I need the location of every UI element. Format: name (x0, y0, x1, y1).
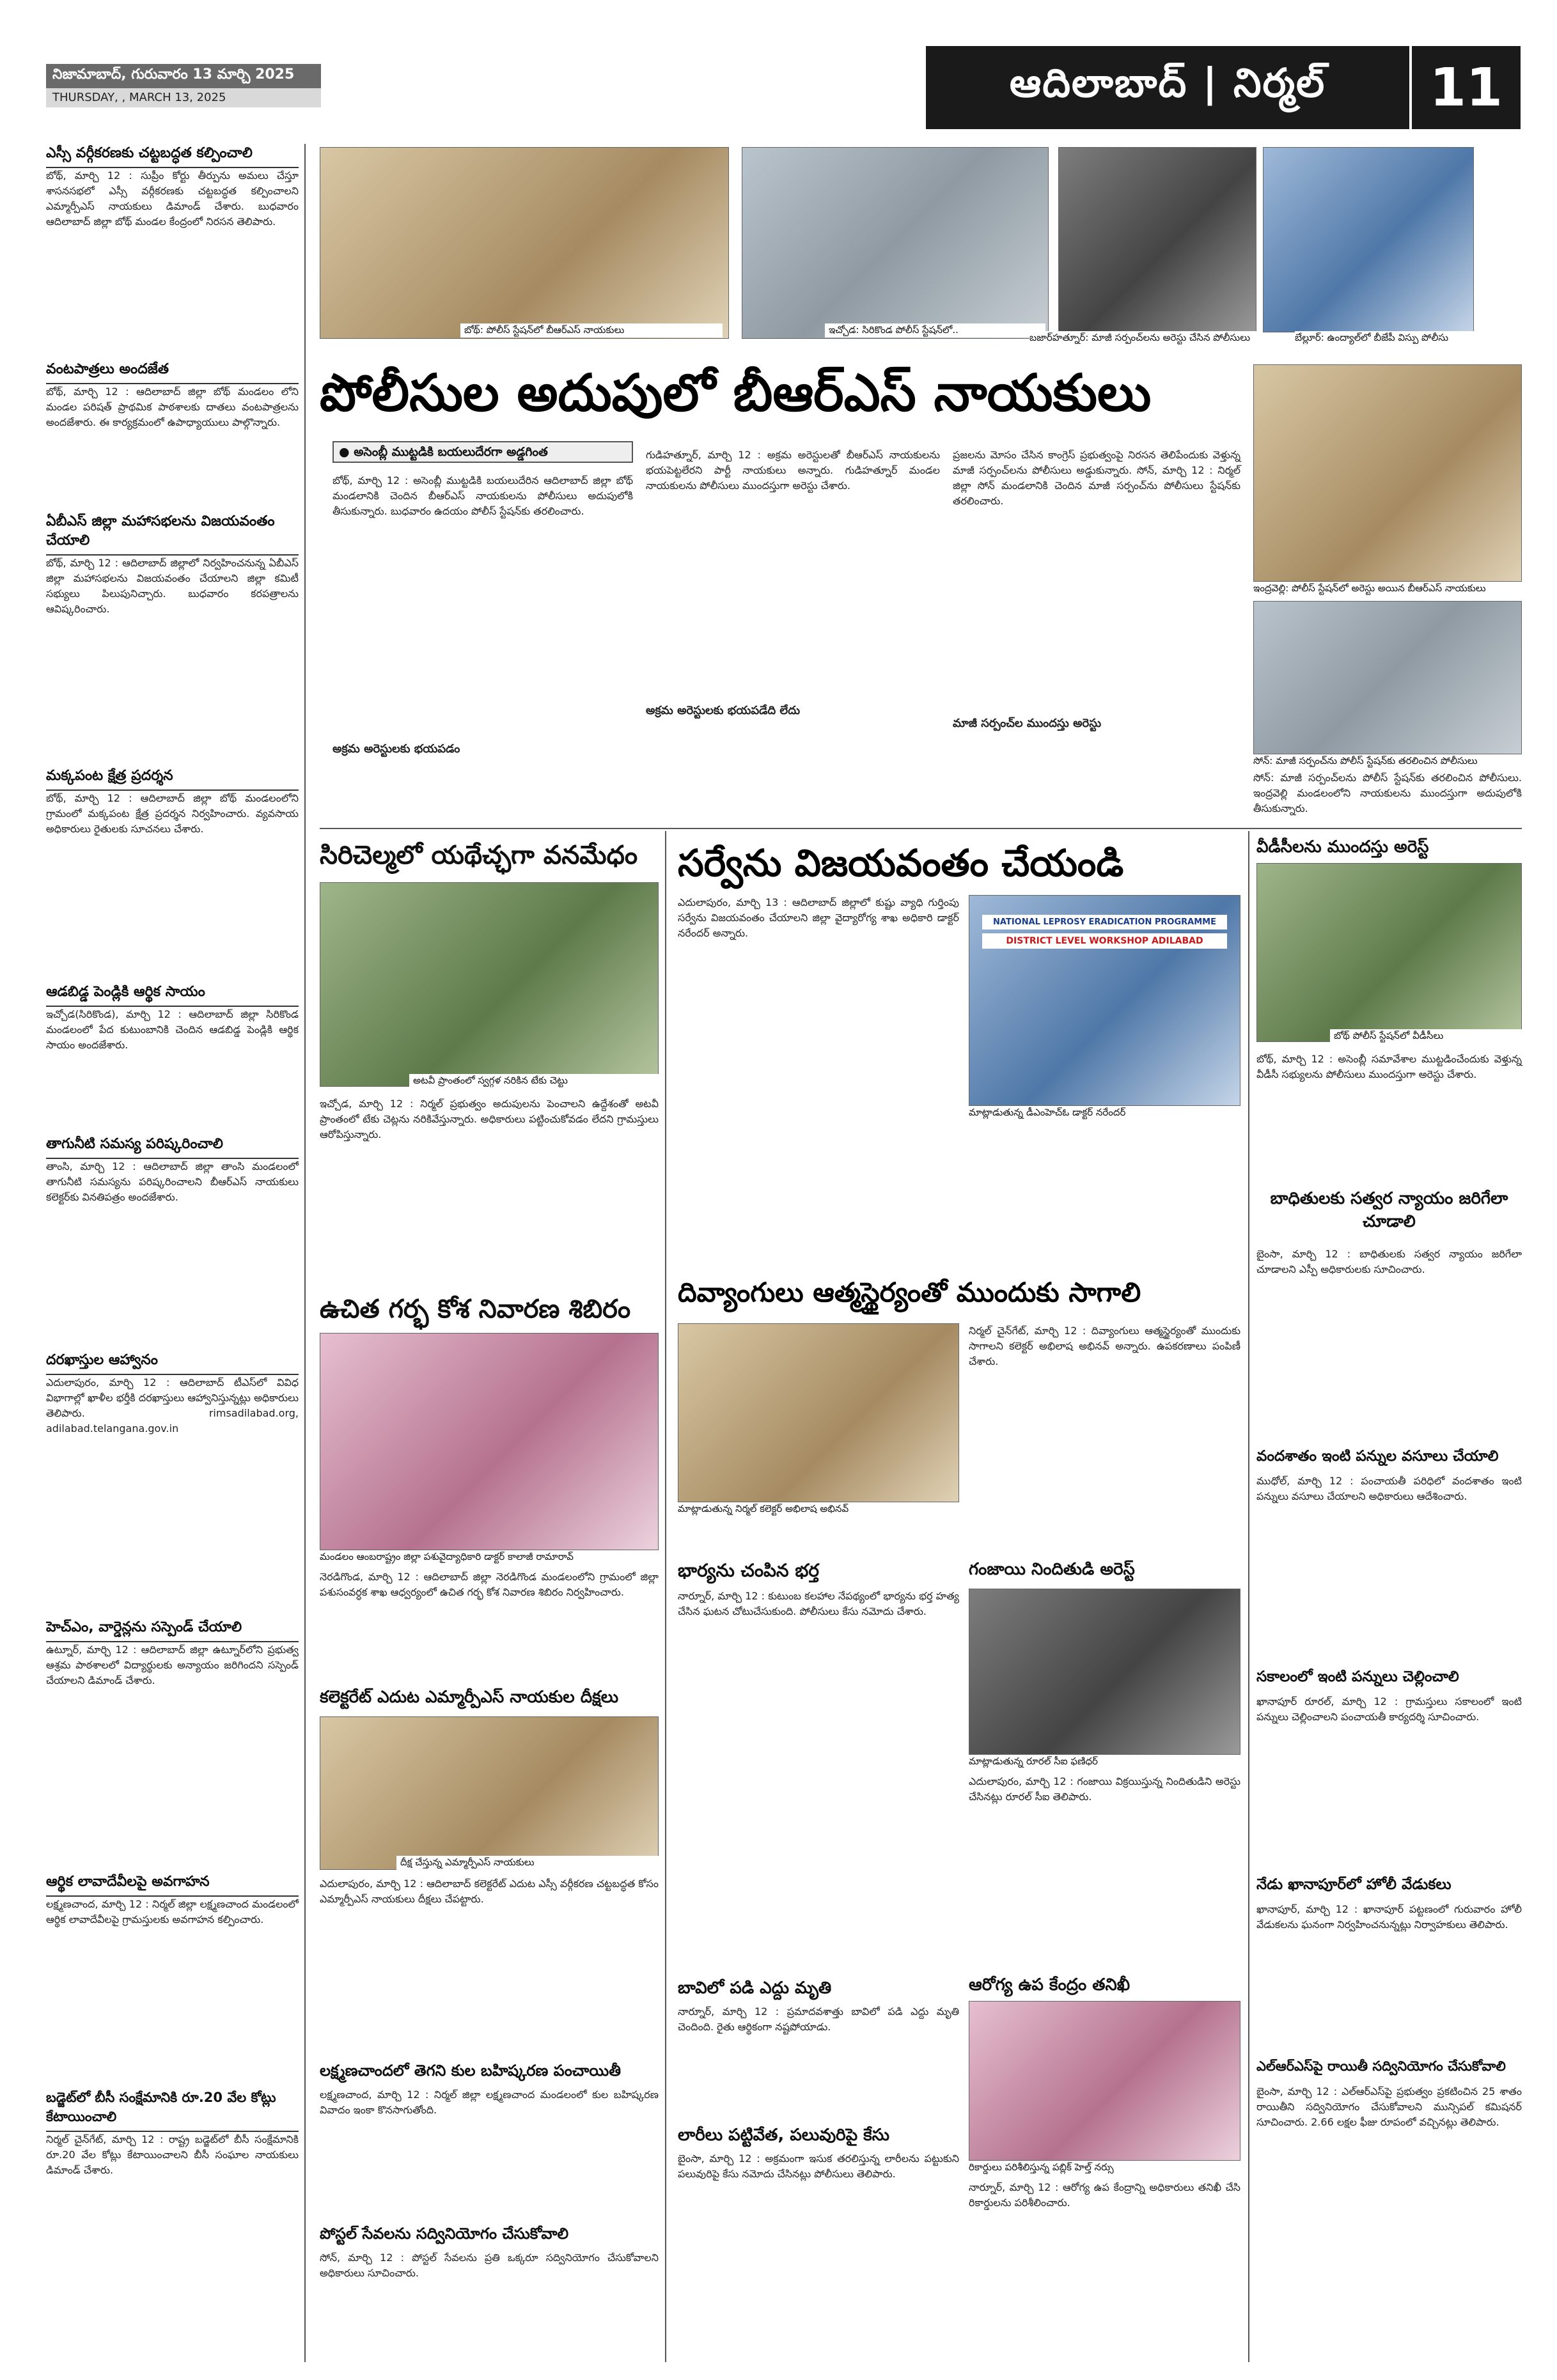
left-story-10-headline: బడ్జెట్‌లో బీసీ సంక్షేమానికి రూ.20 వేల కోట్లు కేటాయించాలి (46, 2088, 299, 2132)
left-story-7-headline: దరఖాస్తుల ఆహ్వానం (46, 1351, 299, 1375)
left-story-8-headline: హెచ్ఎం, వార్డెన్లను సస్పెండ్ చేయాలి (46, 1618, 299, 1642)
camp-headline: ఉచిత గర్భ కోశ నివారణ శిబిరం (320, 1295, 631, 1324)
left-column (46, 144, 299, 2362)
survey-body-2 (969, 1125, 1240, 1266)
photo-indravelli (1253, 364, 1522, 582)
left-story-1-body: బోథ్, మార్చి 12 : సుప్రీం కోర్టు తీర్పును అమలు చేస్తూ శాసనసభలో ఎస్సీ వర్గీకరణకు చట్టబద్ధత కల్పించాలని ఎమ్మార్పీఎస్ నాయకులు డిమాండ్ చేశారు. బుధవారం ఆదిలాబాద్ జిల్లా బోథ్ మండల కేంద్రంలో నిరసన తెలిపారు. (46, 169, 299, 228)
lead-body-col1 (333, 473, 633, 805)
survey-body: ఎదులాపురం, మార్చి 13 : ఆదిలాబాద్ జిల్లాలో కుష్టు వ్యాధి గుర్తింపు సర్వేను విజయవంతం చేయాలని జిల్లా వైద్యారోగ్య శాఖ అధికారి డాక్టర్ నరేందర్ అన్నారు. (678, 896, 959, 939)
caption-indravelli: ఇంద్రవెల్లి: పోలీస్ స్టేషన్‌లో అరెస్టు అయిన బీఆర్ఎస్ నాయకులు (1253, 582, 1522, 596)
vdc-body: బోథ్, మార్చి 12 : అసెంబ్లీ సమావేశాల ముట్టడించేందుకు వెళ్తున్న వీడీసీ సభ్యులను పోలీసులు ముందస్తుగా అరెస్టు చేశారు. (1256, 1053, 1522, 1080)
lead-body-col2 (646, 447, 940, 805)
lead-subhead-3: మాజీ సర్పంచ్‌ల ముందస్తు అరెస్టు (953, 717, 1102, 730)
holi-body: ఖానాపూర్, మార్చి 12 : ఖానాపూర్ పట్టణంలో గురువారం హోలీ వేడుకలను ఘనంగా నిర్వహించనున్నట్లు నిర్వాహకులు తెలిపారు. (1256, 1903, 1522, 1931)
photo-deeksha (320, 1716, 659, 1870)
panchayat-body: లక్ష్మణచాంద, మార్చి 12 : నిర్మల్ జిల్లా లక్ష్మణచాంద మండలంలో కుల బహిష్కరణ వివాదం ఇంకా కొనసాగుతోంది. (320, 2088, 659, 2116)
tax-headline: వందశాతం ఇంటి పన్నుల వసూలు చేయాలి (1256, 1448, 1499, 1465)
left-story-7-body: ఎదులాపురం, మార్చి 12 : ఆదిలాబాద్ టీఎస్‌లో వివిధ విభాగాల్లో ఖాళీల భర్తీకి దరఖాస్తులు ఆహ్వానిస్తున్నట్లు అధికారులు తెలిపారు. rimsadilabad.org, adilabad.telangana.gov.in (46, 1376, 299, 1435)
caption-sone: సోన్: మాజీ సర్పంచ్‌ను పోలీస్ స్టేషన్‌కు తరలించిన పోలీసులు (1253, 754, 1522, 768)
deeksha-body: ఎదులాపురం, మార్చి 12 : ఆదిలాబాద్ కలెక్టరేట్ ఎదుట ఎస్సీ వర్గీకరణ చట్టబద్ధత కోసం ఎమ్మార్పీఎస్ నాయకులు దీక్షలు చేపట్టారు. (320, 1878, 659, 1905)
photo-camp (320, 1333, 659, 1550)
photo-forest (320, 882, 659, 1087)
ganja-body: ఎదులాపురం, మార్చి 12 : గంజాయి విక్రయిస్తున్న నిందితుడిని అరెస్టు చేసినట్లు రూరల్ సీఐ తెలిపారు. (969, 1775, 1240, 1803)
lead-body-col3 (953, 447, 1240, 805)
caption-vdc: బోథ్ పోలీస్ స్టేషన్‌లో వీడీసీలు (1330, 1029, 1522, 1043)
lead-body-3: ప్రజలను మోసం చేసిన కాంగ్రెస్ ప్రభుత్వంపై నిరసన తెలిపేందుకు వెళ్తున్న మాజీ సర్పంచ్‌లను పోలీసులు అడ్డుకున్నారు. సోన్, మార్చి 12 : నిర్మల్ జిల్లా సోన్ మండలానికి చెందిన మాజీ సర్పంచ్‌ను పోలీసులు స్టేషన్‌కు తరలించారు. (953, 449, 1240, 507)
section-rule (320, 828, 1522, 829)
caption-bazarhathnoor: బజార్‌హత్నూర్: మాజీ సర్పంచ్‌లను అరెస్టు చేసిన పోలీసులు (1029, 331, 1292, 345)
postal-body: సోన్, మార్చి 12 : పోస్టల్ సేవలను ప్రతి ఒక్కరూ సద్వినియోగం చేసుకోవాలని అధికారులు సూచించారు. (320, 2252, 659, 2279)
panchayat-headline: లక్ష్మణచాందలో తెగని కుల బహిష్కరణ పంచాయితీ (320, 2062, 621, 2080)
survey-headline: సర్వేను విజయవంతం చేయండి (678, 841, 1124, 885)
photo-ichoda-sirikonda (742, 147, 1049, 339)
column-rule-center (665, 831, 666, 2362)
photo-bazarhathnoor (1058, 147, 1256, 332)
left-story-2-headline: వంటపాత్రలు అందజేత (46, 360, 299, 384)
camp-body: నెరడిగొండ, మార్చి 12 : ఆదిలాబాద్ జిల్లా నెరడిగొండ మండలంలోని గ్రామంలో జిల్లా పశుసంవర్ధక శాఖ ఆధ్వర్యంలో ఉచిత గర్భ కోశ నివారణ శిబిరం నిర్వహించారు. (320, 1571, 659, 1598)
forest-headline: సిరిచెల్మలో యథేచ్ఛగా వనమేధం (320, 841, 638, 870)
left-story-5-body: ఇచ్చోడ(సిరికొండ), మార్చి 12 : ఆదిలాబాద్ జిల్లా సిరికొండ మండలంలో పేద కుటుంబానికి చెందిన ఆడబిడ్డ పెండ్లికి ఆర్థిక సాయం అందజేశారు. (46, 1008, 299, 1051)
photo-survey (969, 895, 1240, 1106)
photo-ganja (969, 1589, 1240, 1755)
lead-subhead-1: అక్రమ అరెస్టులకు భయపడం (333, 742, 460, 756)
postal-headline: పోస్టల్ సేవలను సద్వినియోగం చేసుకోవాలి (320, 2225, 569, 2243)
well-body: నార్నూర్, మార్చి 12 : ప్రమాదవశాత్తు బావిలో పడి ఎద్దు మృతి చెందింది. రైతు ఆర్థికంగా నష్టపోయాడు. (678, 2005, 959, 2033)
left-story-4-headline: మక్కపంట క్షేత్ర ప్రదర్శన (46, 766, 299, 791)
divyang-body: నిర్మల్ చైన్‌గేట్, మార్చి 12 : దివ్యాంగులు ఆత్మస్థైర్యంతో ముందుకు సాగాలని కలెక్టర్ అభిలాష అభినవ్ అన్నారు. ఉపకరణాలు పంపిణీ చేశారు. (969, 1325, 1240, 1367)
holi-headline: నేడు ఖానాపూర్‌లో హోలీ వేడుకలు (1256, 1876, 1451, 1893)
left-story-9-headline: ఆర్థిక లావాదేవీలపై అవగాహన (46, 1872, 299, 1897)
tax-body: ముధోల్, మార్చి 12 : పంచాయతీ పరిధిలో వందశాతం ఇంటి పన్నులు వసూలు చేయాలని అధికారులు ఆదేశించారు. (1256, 1475, 1522, 1502)
lead-body-1: బోథ్, మార్చి 12 : అసెంబ్లీ ముట్టడికి బయలుదేరిన ఆదిలాబాద్ జిల్లా బోథ్ మండలానికి చెందిన బీఆర్ఎస్ నాయకులను పోలీసులు అదుపులోకి తీసుకున్నారు. బుధవారం ఉదయం పోలీస్ స్టేషన్‌కు తరలించారు. (333, 474, 633, 517)
photo-boath-police-station (320, 147, 729, 339)
left-story-6-headline: తాగునీటి సమస్య పరిష్కరించాలి (46, 1135, 299, 1159)
caption-forest: అటవీ ప్రాంతంలో స్వగ్గళ నరికిన టేకు చెట్టు (409, 1074, 659, 1088)
left-story-3-body: బోథ్, మార్చి 12 : ఆదిలాబాద్ జిల్లాలో నిర్వహించనున్న ఏబీఎస్ జిల్లా మహాసభలను విజయవంతం చేయాలని జిల్లా కమిటీ సభ్యులు పిలుపునిచ్చారు. బుధవారం కరపత్రాలను ఆవిష్కరించారు. (46, 557, 299, 615)
caption-ganja: మాట్లాడుతున్న రూరల్ సీఐ ఫణిధర్ (969, 1755, 1240, 1769)
column-rule-left (304, 144, 306, 2362)
lead-body-2: గుడిహత్నూర్, మార్చి 12 : అక్రమ అరెస్టులతో బీఆర్ఎస్ నాయకులను భయపెట్టలేరని పార్టీ నాయకులు అన్నారు. గుడిహత్నూర్ మండల నాయకులను పోలీసులు ముందస్తుగా అరెస్టు చేశారు. (646, 449, 940, 492)
left-story-4-body: బోథ్, మార్చి 12 : ఆదిలాబాద్ జిల్లా బోథ్ మండలంలోని గ్రామంలో మక్కపంట క్షేత్ర ప్రదర్శన నిర్వహించారు. వ్యవసాయ అధికారులు రైతులకు సూచనలు చేశారు. (46, 792, 299, 835)
caption-camp: మండలం ఆంబరాష్ట్రం జిల్లా పశువైద్యాధికారి డాక్టర్ కాలాజీ రామారావ్ (320, 1550, 659, 1564)
column-rule-right (1248, 831, 1249, 2362)
forest-body: ఇచ్చోడ, మార్చి 12 : నిర్మల్ ప్రభుత్వం అదుపులను పెంచాలని ఉద్దేశంతో అటవీ ప్రాంతంలో టేకు చెట్లను నరికివేస్తున్నారు. అధికారులు పట్టించుకోవడం లేదని గ్రామస్తులు ఆరోపిస్తున్నారు. (320, 1098, 659, 1140)
tax2-body: ఖానాపూర్ రూరల్, మార్చి 12 : గ్రామస్తులు సకాలంలో ఇంటి పన్నులు చెల్లించాలని పంచాయతీ కార్యదర్శి సూచించారు. (1256, 1695, 1522, 1723)
health-headline: ఆరోగ్య ఉప కేంద్రం తనిఖీ (969, 1975, 1131, 1995)
masthead-title: ఆదిలాబాద్ | నిర్మల్ (1009, 59, 1326, 106)
health-body: నార్నూర్, మార్చి 12 : ఆరోగ్య ఉప కేంద్రాన్ని అధికారులు తనిఖీ చేసి రికార్డులను పరిశీలించారు. (969, 2181, 1240, 2209)
caption-health: రికార్డులు పరిశీలిస్తున్న పబ్లిక్ హెల్త్ నర్సు (969, 2161, 1240, 2175)
divyang-body-2 (678, 1521, 1240, 1560)
lorry-body: బైంసా, మార్చి 12 : అక్రమంగా ఇసుక తరలిస్తున్న లారీలను పట్టుకుని పలువురిపై కేసు నమోదు చేసినట్లు పోలీసులు తెలిపారు. (678, 2152, 959, 2180)
ganja-headline: గంజాయి నిందితుడి అరెస్ట్ (969, 1560, 1135, 1579)
caption-ichoda: ఇచ్చోడ: సిరికొండ పోలీస్ స్టేషన్‌లో.. (825, 323, 1045, 338)
photo-bellur (1263, 147, 1474, 332)
lead-subhead-2: అక్రమ అరెస్టులకు భయపడేది లేదు (646, 704, 801, 717)
left-story-8-body: ఉట్నూర్, మార్చి 12 : ఆదిలాబాద్ జిల్లా ఉట్నూర్‌లోని ప్రభుత్వ ఆశ్రమ పాఠశాలలో విద్యార్థులకు అన్యాయం జరిగిందని సస్పెండ్ చేయాలని డిమాండ్ చేశారు. (46, 1644, 299, 1686)
justice-body: బైంసా, మార్చి 12 : బాధితులకు సత్వర న్యాయం జరిగేలా చూడాలని ఎస్పీ అధికారులకు సూచించారు. (1256, 1248, 1522, 1275)
lrs-body: బైంసా, మార్చి 12 : ఎల్ఆర్ఎస్‌పై ప్రభుత్వం ప్రకటించిన 25 శాతం రాయితీని సద్వినియోగం చేసుకోవాలని మున్సిపల్ కమిషనర్ సూచించారు. 2.66 లక్షల ఫీజు రూపంలో వచ్చినట్లు తెలిపారు. (1256, 2085, 1522, 2128)
photo-health (969, 2001, 1240, 2161)
page-number: 11 (1409, 46, 1521, 129)
lead-body-col4: సోన్: మాజీ సర్పంచ్‌లను పోలీస్ స్టేషన్‌కు తరలించిన పోలీసులు. ఇంద్రవెల్లి మండలంలోని నాయకులను ముందస్తుగా అదుపులోకి తీసుకున్నారు. (1253, 772, 1522, 814)
divyang-headline: దివ్యాంగులు ఆత్మస్థైర్యంతో ముందుకు సాగాలి (678, 1277, 1141, 1308)
date-telugu: నిజామాబాద్, గురువారం 13 మార్చి 2025 (46, 64, 321, 88)
left-story-3-headline: ఏబీఎస్ జిల్లా మహాసభలను విజయవంతం చేయాలి (46, 512, 299, 556)
lead-kicker: ● అసెంబ్లీ ముట్టడికి బయలుదేరగా అడ్డగింత (333, 441, 633, 463)
left-story-6-body: తాంసి, మార్చి 12 : ఆదిలాబాద్ జిల్లా తాంసి మండలంలో తాగునీటి సమస్యను పరిష్కరించాలని బీఆర్ఎస్ నాయకులు కలెక్టర్‌కు వినతిపత్రం అందజేశారు. (46, 1160, 299, 1203)
left-story-1-headline: ఎస్సీ వర్గీకరణకు చట్టబద్ధత కల్పించాలి (46, 144, 299, 168)
photo-vdc (1256, 863, 1522, 1042)
wife-body: నార్నూర్, మార్చి 12 : కుటుంబ కలహాల నేపథ్యంలో భార్యను భర్త హత్య చేసిన ఘటన చోటుచేసుకుంది. పోలీసులు కేసు నమోదు చేశారు. (678, 1590, 959, 1617)
caption-divyang: మాట్లాడుతున్న నిర్మల్ కలెక్టర్ అభిలాష అభినవ్ (678, 1502, 959, 1516)
deeksha-headline: కలెక్టరేట్ ఎదుట ఎమ్మార్పీఎస్ నాయకుల దీక్షలు (320, 1688, 619, 1707)
lorry-headline: లారీలు పట్టివేత, పలువురిపై కేసు (678, 2126, 889, 2145)
photo-divyang (678, 1323, 959, 1502)
left-story-10-body: నిర్మల్ చైన్‌గేట్, మార్చి 12 : రాష్ట్ర బడ్జెట్‌లో బీసీ సంక్షేమానికి రూ.20 వేల కోట్లు కేటాయించాలని బీసీ సంఘాల నాయకులు డిమాండ్ చేశారు. (46, 2133, 299, 2176)
tax2-headline: సకాలంలో ఇంటి పన్నులు చెల్లించాలి (1256, 1668, 1459, 1685)
caption-deeksha: దీక్ష చేస్తున్న ఎమ్మార్పీఎస్ నాయకులు (396, 1856, 659, 1870)
wife-headline: భార్యను చంపిన భర్త (678, 1560, 819, 1581)
survey-banner-2: DISTRICT LEVEL WORKSHOP ADILABAD (982, 933, 1227, 949)
caption-bellur: బేల్లూర్: ఉంద్యాల్‌లో బీజేపీ విస్పు పోలీసు (1295, 331, 1506, 345)
lead-headline: పోలీసుల అదుపులో బీఆర్ఎస్ నాయకులు (320, 363, 1152, 423)
date-english: THURSDAY, , MARCH 13, 2025 (46, 88, 321, 107)
caption-boath: బోథ్: పోలీస్ స్టేషన్‌లో బీఆర్ఎస్ నాయకులు (460, 323, 723, 338)
vdc-headline: వీడీసీలను ముందస్తు అరెస్ట్ (1256, 837, 1429, 857)
survey-banner: NATIONAL LEPROSY ERADICATION PROGRAMME (982, 915, 1227, 929)
masthead (926, 46, 1521, 129)
caption-survey: మాట్లాడుతున్న డీఎంహెచ్ఓ డాక్టర్ నరేందర్ (969, 1106, 1240, 1120)
justice-headline: బాధితులకు సత్వర న్యాయం జరిగేలా చూడాలి (1270, 1189, 1508, 1231)
lrs-headline: ఎల్ఆర్ఎస్‌పై రాయితీ సద్వినియోగం చేసుకోవాలి (1256, 2058, 1506, 2074)
left-story-2-body: బోథ్, మార్చి 12 : ఆదిలాబాద్ జిల్లా బోథ్ మండలం లోని మండల పరిషత్ ప్రాథమిక పాఠశాలకు దాతలు వంటపాత్రలను అందజేశారు. ఈ కార్యక్రమంలో ఉపాధ్యాయులు పాల్గొన్నారు. (46, 385, 299, 428)
left-story-9-body: లక్ష్మణచాంద, మార్చి 12 : నిర్మల్ జిల్లా లక్ష్మణచాంద మండలంలో ఆర్థిక లావాదేవీలపై గ్రామస్తులకు అవగాహన కల్పించారు. (46, 1898, 299, 1925)
left-story-5-headline: ఆడబిడ్డ పెండ్లికి ఆర్థిక సాయం (46, 983, 299, 1007)
photo-sone (1253, 601, 1522, 754)
well-headline: బావిలో పడి ఎద్దు మృతి (678, 1979, 832, 1998)
